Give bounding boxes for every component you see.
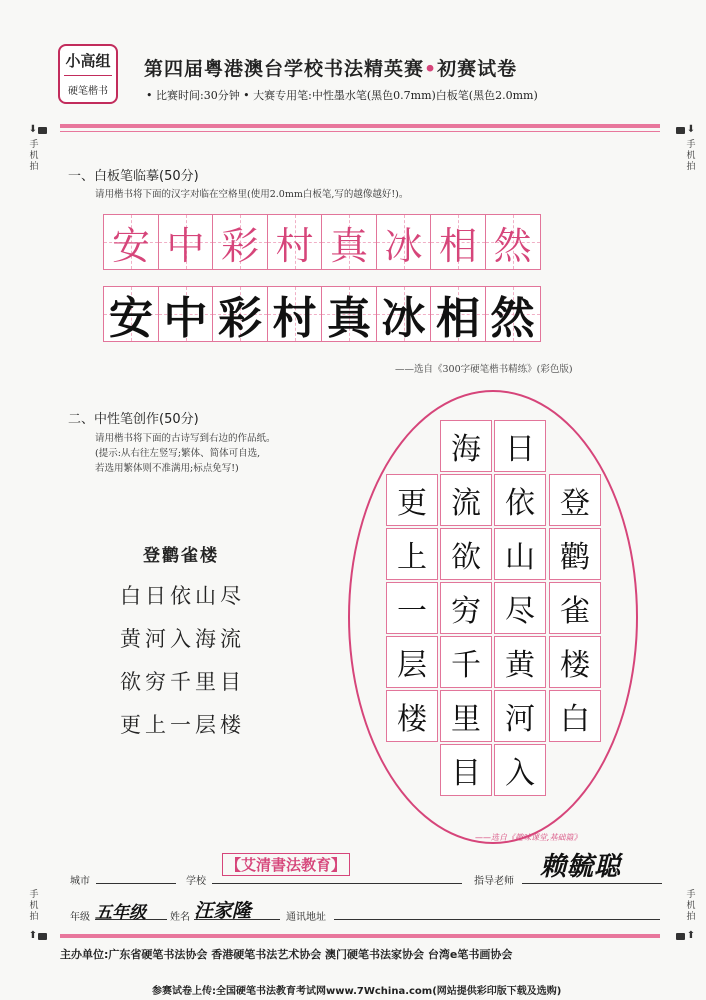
group-badge xyxy=(58,44,118,104)
artwork-cell: 入 xyxy=(494,744,546,796)
artwork-cell: 登 xyxy=(549,474,601,526)
artwork-column-1 xyxy=(549,474,601,744)
grid-char: 中 xyxy=(166,223,205,268)
grid-char: 彩 xyxy=(220,223,259,268)
arrow-up-icon: ⬆ xyxy=(28,930,38,941)
grid-cell xyxy=(267,286,323,342)
grid-cell xyxy=(430,286,486,342)
badge-group: 小高组 xyxy=(65,52,111,70)
artwork-cell: 千 xyxy=(440,636,492,688)
poem-line: 黄河入海流 xyxy=(120,627,245,651)
artwork-cell: 河 xyxy=(494,690,546,742)
name-label: 姓名 xyxy=(170,912,190,923)
grid-char: 村 xyxy=(275,223,314,268)
grid-cell xyxy=(485,286,541,342)
address-field[interactable] xyxy=(334,919,660,920)
artwork-cell: 楼 xyxy=(549,636,601,688)
section2-heading: 二、中性笔创作(50分) xyxy=(68,412,199,427)
bottom-rule xyxy=(60,934,660,938)
footer-upload-info: 参赛试卷上传:全国硬笔书法教育考试网www.7Wchina.com(网站提供彩印版下载及选购) xyxy=(152,986,562,997)
grid-cell xyxy=(158,286,214,342)
artwork-cell: 里 xyxy=(440,690,492,742)
artwork-cell: 上 xyxy=(386,528,438,580)
grid-cell xyxy=(430,214,486,270)
teacher-field[interactable] xyxy=(522,883,662,884)
side-label-bottom-left: 手机拍 xyxy=(29,890,39,922)
title-dot: • xyxy=(424,58,438,80)
poem-title: 登鹳雀楼 xyxy=(143,546,219,566)
artwork-cell: 雀 xyxy=(549,582,601,634)
grid-char: 安 xyxy=(111,223,150,268)
poem-line: 更上一层楼 xyxy=(120,713,245,737)
model-grid xyxy=(103,214,539,270)
page-title xyxy=(144,54,517,81)
artwork-cell: 目 xyxy=(440,744,492,796)
arrow-down-icon: ⬇ xyxy=(28,124,38,135)
camera-icon xyxy=(34,932,48,943)
section2-instruction-2: (提示:从右往左竖写;繁体、简体可自选, xyxy=(95,448,261,459)
grid-char: 然 xyxy=(490,293,535,344)
school-value: 【艾清書法教育】 xyxy=(222,853,350,876)
top-rule-thin xyxy=(60,131,660,132)
section2-source: ——选自《趣味课堂,基础篇》 xyxy=(475,833,582,842)
student-grid xyxy=(103,286,539,342)
poem-line: 欲穷千里目 xyxy=(120,670,245,694)
grid-cell xyxy=(158,214,214,270)
grid-cell xyxy=(103,286,159,342)
grid-char: 相 xyxy=(436,293,480,344)
grade-value: 五年级 xyxy=(95,903,146,923)
grid-cell xyxy=(212,286,268,342)
poem-line: 白日依山尽 xyxy=(120,584,245,608)
artwork-column-3 xyxy=(440,420,492,798)
section2-instruction-1: 请用楷书将下面的古诗写到右边的作品纸。 xyxy=(95,433,276,444)
school-field[interactable] xyxy=(212,883,462,884)
address-label: 通讯地址 xyxy=(286,912,326,923)
side-label-bottom-right: 手机拍 xyxy=(686,890,696,922)
artwork-cell: 山 xyxy=(494,528,546,580)
grid-char: 冰 xyxy=(384,223,423,268)
artwork-column-2 xyxy=(494,420,546,798)
artwork-cell: 日 xyxy=(494,420,546,472)
artwork-cell: 穷 xyxy=(440,582,492,634)
grid-cell xyxy=(376,286,432,342)
grid-cell xyxy=(103,214,159,270)
arrow-down-icon: ⬇ xyxy=(686,124,696,135)
artwork-cell: 鹳 xyxy=(549,528,601,580)
artwork-cell: 海 xyxy=(440,420,492,472)
title-tail: 初赛试卷 xyxy=(437,58,518,80)
teacher-value: 赖毓聪 xyxy=(540,852,622,882)
artwork-cell: 尽 xyxy=(494,582,546,634)
artwork-cell: 一 xyxy=(386,582,438,634)
grid-char: 村 xyxy=(272,293,317,344)
grid-char: 彩 xyxy=(218,293,262,344)
city-label: 城市 xyxy=(70,876,90,887)
grid-cell xyxy=(376,214,432,270)
artwork-cell: 楼 xyxy=(386,690,438,742)
teacher-label: 指导老师 xyxy=(474,876,514,887)
artwork-cell: 流 xyxy=(440,474,492,526)
grid-char: 真 xyxy=(329,223,368,268)
side-label-top-left: 手机拍 xyxy=(29,140,39,172)
grid-cell xyxy=(485,214,541,270)
grade-label: 年级 xyxy=(70,912,90,923)
section2-instruction-3: 若选用繁体则不准满用;标点免写!) xyxy=(95,463,239,474)
grid-char: 真 xyxy=(327,293,371,344)
camera-icon xyxy=(34,126,48,137)
section1-instruction: 请用楷书将下面的汉字对临在空格里(使用2.0mm白板笔,写的越像越好!)。 xyxy=(95,189,409,200)
grid-cell xyxy=(321,214,377,270)
exam-info: • 比赛时间:30分钟 • 大赛专用笔:中性墨水笔(黑色0.7mm)白板笔(黑色2.0mm) xyxy=(146,89,538,102)
school-label: 学校 xyxy=(186,876,206,887)
grid-char: 中 xyxy=(163,293,208,344)
artwork-cell: 更 xyxy=(386,474,438,526)
title-main: 第四届粤港澳台学校书法精英赛 xyxy=(144,58,425,80)
sponsors: 主办单位:广东省硬笔书法协会 香港硬笔书法艺术协会 澳门硬笔书法家协会 台湾e笔书画协会 xyxy=(60,948,513,961)
top-rule xyxy=(60,124,660,128)
artwork-cell: 黄 xyxy=(494,636,546,688)
artwork-cell: 白 xyxy=(549,690,601,742)
grid-cell xyxy=(267,214,323,270)
city-field[interactable] xyxy=(96,883,176,884)
grid-cell xyxy=(321,286,377,342)
artwork-cell: 欲 xyxy=(440,528,492,580)
grid-char: 冰 xyxy=(381,293,426,344)
artwork-cell: 层 xyxy=(386,636,438,688)
arrow-up-icon: ⬆ xyxy=(686,930,696,941)
badge-style: 硬笔楷书 xyxy=(68,86,108,97)
artwork-cell: 依 xyxy=(494,474,546,526)
name-value: 汪家隆 xyxy=(194,900,252,922)
grid-char: 相 xyxy=(438,223,477,268)
side-label-top-right: 手机拍 xyxy=(686,140,696,172)
grid-cell xyxy=(212,214,268,270)
grid-char: 然 xyxy=(493,223,532,268)
section1-heading: 一、白板笔临摹(50分) xyxy=(68,169,199,184)
section1-source: ——选自《300字硬笔楷书精练》(彩色版) xyxy=(395,364,573,375)
grid-char: 安 xyxy=(109,293,153,344)
artwork-column-4 xyxy=(386,474,438,744)
